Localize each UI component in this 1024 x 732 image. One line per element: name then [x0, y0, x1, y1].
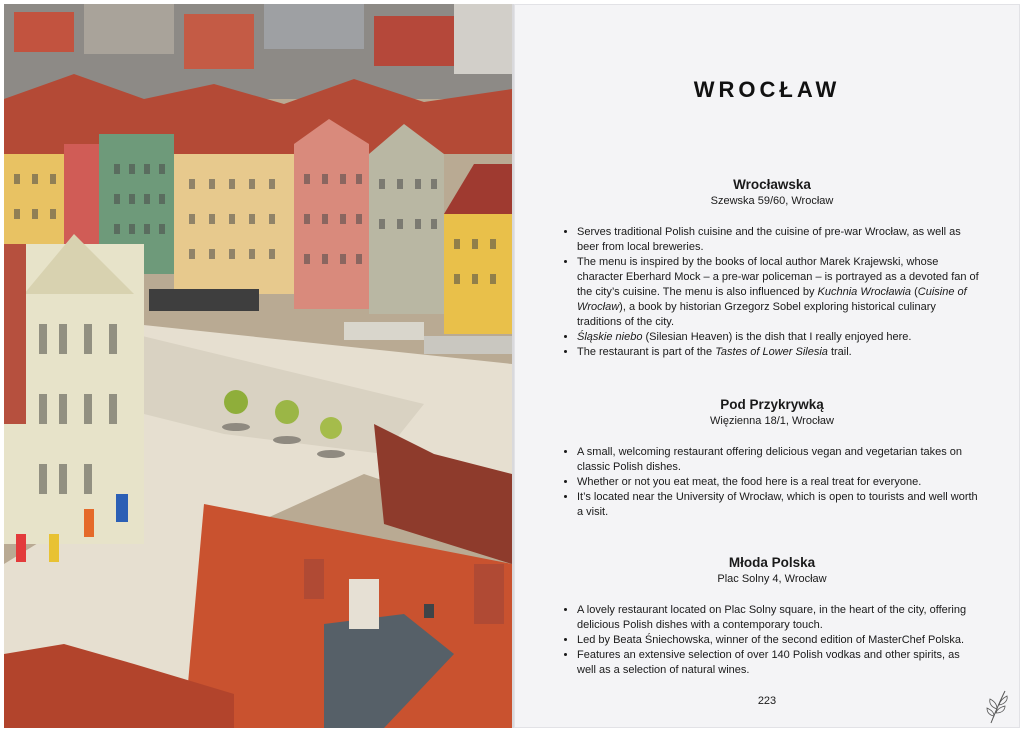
- bullet-text: (Silesian Heaven) is the dish that I really enjoyed here.: [642, 331, 912, 343]
- bullet-item: [577, 603, 981, 633]
- restaurant-section: [563, 397, 981, 520]
- page-number: 223: [757, 695, 777, 707]
- wroclaw-market-square-photo: [4, 4, 512, 728]
- bullet-text: trail.: [827, 346, 852, 358]
- restaurant-bullets: [563, 225, 981, 360]
- bullet-text: The restaurant is part of the: [577, 346, 716, 358]
- bullet-text: Features an extensive selection of over 140 Polish vodkas and other spirits, as well as a selection of natural wines.: [577, 649, 960, 676]
- italic-title: Cuisine of Wrocław: [577, 286, 967, 313]
- restaurant-name: Młoda Polska: [728, 555, 816, 570]
- restaurant-address: Więzienna 18/1, Wrocław: [710, 415, 834, 427]
- bullet-item: [577, 345, 981, 360]
- bullet-item: [577, 475, 981, 490]
- text-page: [514, 4, 1020, 728]
- restaurant-section: [563, 177, 981, 360]
- bullet-item: [577, 633, 981, 648]
- bullet-text: It’s located near the University of Wrocław, which is open to tourists and well worth a visit.: [577, 491, 978, 518]
- restaurant-name: Pod Przykrywką: [720, 397, 824, 412]
- bullet-item: [577, 445, 981, 475]
- italic-title: Kuchnia Wrocławia: [817, 286, 912, 298]
- bullet-text: ), a book by historian Grzegorz Sobel exploring historical culinary traditions of the city.: [577, 301, 936, 328]
- bullet-text: A small, welcoming restaurant offering delicious vegan and vegetarian takes on classic Polish dishes.: [577, 446, 963, 473]
- bullet-item: [577, 255, 981, 330]
- leaf-sprig-icon: [985, 689, 1011, 725]
- restaurant-bullets: [563, 603, 981, 678]
- bullet-item: [577, 648, 981, 678]
- restaurant-bullets: [563, 445, 981, 520]
- bullet-text: Led by Beata Śniechowska, winner of the second edition of MasterChef Polska.: [577, 634, 965, 646]
- bullet-text: A lovely restaurant located on Plac Solny square, in the heart of the city, offering delicious Polish dishes with a contemporary touch.: [577, 604, 967, 631]
- bullet-text: Serves traditional Polish cuisine and the cuisine of pre-war Wrocław, as well as beer from local breweries.: [577, 226, 961, 253]
- restaurant-section: [563, 555, 981, 678]
- bullet-text: Whether or not you eat meat, the food here is a real treat for everyone.: [577, 476, 922, 488]
- city-title: WROCŁAW: [693, 77, 841, 102]
- bullet-item: [577, 490, 981, 520]
- bullet-item: [577, 225, 981, 255]
- italic-title: Tastes of Lower Silesia: [715, 346, 828, 358]
- restaurant-name: Wrocławska: [733, 177, 811, 192]
- bullet-item: [577, 330, 981, 345]
- bullet-text: The menu is inspired by the books of local author Marek Krajewski, whose character Eberhard Mock – a pre-war policeman – is portrayed as a devoted fan of the city’s cuisine. The menu is also influenced by: [577, 256, 979, 298]
- restaurant-address: Plac Solny 4, Wrocław: [717, 573, 827, 585]
- city-photo: [4, 4, 512, 728]
- restaurant-address: Szewska 59/60, Wrocław: [710, 195, 834, 207]
- bullet-text: (: [911, 286, 918, 298]
- italic-title: Śląskie niebo: [577, 331, 643, 343]
